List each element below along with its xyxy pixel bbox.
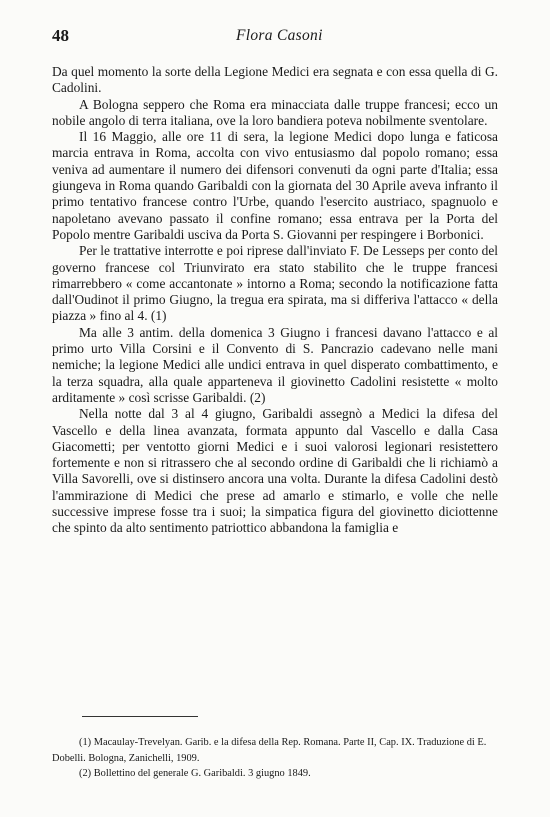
paragraph: Da quel momento la sorte della Legione Medici era segnata e con essa quella di G. Cadolini. xyxy=(52,64,498,96)
page-number: 48 xyxy=(52,26,69,45)
body-text xyxy=(52,64,498,537)
paragraph: Per le trattative interrotte e poi riprese dall'inviato F. De Lesseps per conto del governo francese col Triunvirato era stato stabilito che le truppe francesi rimarrebbero « come accantonate » intorno a Roma; secondo la notificazione fatta dall'Oudinot il primo Giugno, la tregua era spirata, ma si differiva l'attacco « della piazza » fino al 4. (1) xyxy=(52,243,498,324)
paragraph: Il 16 Maggio, alle ore 11 di sera, la legione Medici dopo lunga e faticosa marcia entrava in Roma, accolta con vivo entusiasmo dal popolo romano; essa veniva ad aumentare il numero dei difensori convenuti da ogni parte d'Italia; essa giungeva in Roma quando Garibaldi con la giornata del 30 Aprile aveva infranto il primo tentativo francese contro l'Urbe, quando l'esercito austriaco, spagnuolo e napoletano avevano passato il confine romano; essa entrava per la Porta del Popolo mentre Garibaldi usciva da Porta S. Giovanni per respingere i Borbonici. xyxy=(52,129,498,242)
footnote: (2) Bollettino del generale G. Garibaldi. 3 giugno 1849. xyxy=(79,768,311,779)
footnote: (1) Macaulay-Trevelyan. Garib. e la difesa della Rep. Romana. Parte II, Cap. IX. Traduzione di E. Dobelli. Bologna, Zanichelli, 1909. xyxy=(52,737,487,764)
footnote-divider xyxy=(82,716,198,717)
paragraph: Ma alle 3 antim. della domenica 3 Giugno i francesi davano l'attacco e al primo urto Villa Corsini e il Convento di S. Pancrazio cadevano nelle mani nemiche; la legione Medici alle undici entrava in quel disperato combattimento, e la terza squadra, alla quale apparteneva il giovinetto Cadolini resistette « molto arditamente » così scrisse Garibaldi. (2) xyxy=(52,324,498,405)
page-header xyxy=(52,26,510,46)
paragraph: A Bologna seppero che Roma era minacciata dalle truppe francesi; ecco un nobile angolo di terra italiana, ove la loro bandiera poteva nobilmente sventolare. xyxy=(52,96,498,128)
running-title: Flora Casoni xyxy=(236,27,323,44)
paragraph: Nella notte dal 3 al 4 giugno, Garibaldi assegnò a Medici la difesa del Vascello e della linea avanzata, formata appunto dal Vascello e dalla Casa Giacometti; per ventotto giorni Medici e i suoi valorosi legionari resistettero fortemente e non si ritrassero che al secondo ordine di Garibaldi che li richiamò a Villa Savorelli, ove si distinsero ancora una volta. Durante la difesa Cadolini destò l'ammirazione di Medici che prese ad amarlo e stimarlo, e volle che nelle successive imprese fosse tra i suoi; la simpatica figura del giovinetto diciottenne che spinto da alto sentimento patriottico abbandona la famiglia e xyxy=(52,406,498,536)
footnotes xyxy=(52,735,498,782)
